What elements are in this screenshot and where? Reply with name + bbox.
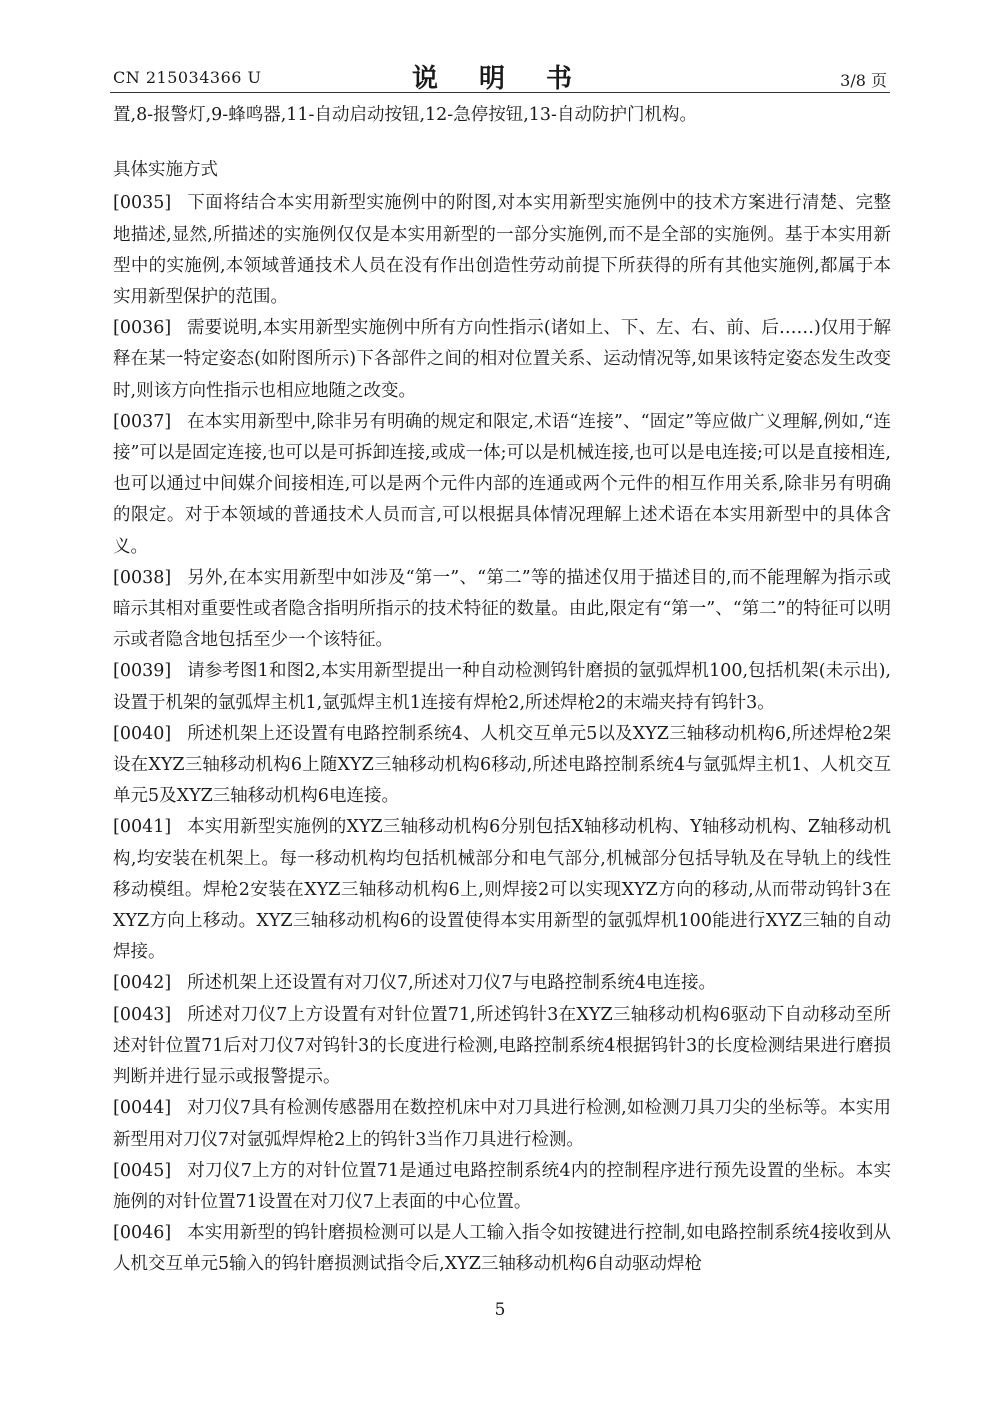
paragraph-text: 请参考图1和图2,本实用新型提出一种自动检测钨针磨损的氩弧焊机100,包括机架(未示出),设置于机架的氩弧焊主机1,氩弧焊主机1连接有焊枪2,所述焊枪2的末端夹持有钨针3。 [113,661,891,713]
paragraph-text: 需要说明,本实用新型实施例中所有方向性指示(诸如上、下、左、右、前、后……)仅用于解释在某一特定姿态(如附图所示)下各部件之间的相对位置关系、运动情况等,如果该特定姿态发生改变时,则该方向性指示也相应地随之改变。 [113,318,891,401]
paragraph-text: 所述机架上还设置有对刀仪7,所述对刀仪7与电路控制系统4电连接。 [187,973,716,994]
paragraph-text: 另外,在本实用新型中如涉及“第一”、“第二”等的描述仅用于描述目的,而不能理解为指示或暗示其相对重要性或者隐含指明所指示的技术特征的数量。由此,限定有“第一”、“第二”的特征可以明示或者隐含地包括至少一个该特征。 [113,567,891,651]
paragraph-text: 所述对刀仪7上方设置有对针位置71,所述钨针3在XYZ三轴移动机构6驱动下自动移动至所述对针位置71后对刀仪7对钨针3的长度进行检测,电路控制系统4根据钨针3的长度检测结果进行磨损判断并进行显示或报警提示。 [113,1004,891,1088]
header-divider [110,92,890,93]
paragraph-number: [0035] [113,193,172,214]
publication-number: CN 215034366 U [113,68,262,87]
paragraph [113,563,891,657]
paragraph-text: 在本实用新型中,除非另有明确的规定和限定,术语“连接”、“固定”等应做广义理解,例如,“连接”可以是固定连接,也可以是可拆卸连接,或成一体;可以是机械连接,也可以是电连接;可以是直接相连,也可以通过中间媒介间接相连,可以是两个元件内部的连通或两个元件的相互作用关系,除非另有明确的限定。对于本领域的普通技术人员而言,可以根据具体情况理解上述术语在本实用新型中的具体含义。 [113,411,891,557]
paragraph-number: [0038] [113,567,172,588]
paragraph-number: [0046] [113,1223,172,1244]
paragraph-number: [0041] [113,817,172,838]
paragraph-number: [0036] [113,318,172,339]
paragraph [113,1000,891,1094]
paragraph [113,313,891,407]
paragraph-number: [0037] [113,411,172,432]
page-number: 5 [494,1300,506,1320]
paragraph-number: [0042] [113,973,172,994]
paragraph-text: 所述机架上还设置有电路控制系统4、人机交互单元5以及XYZ三轴移动机构6,所述焊枪2架设在XYZ三轴移动机构6上随XYZ三轴移动机构6移动,所述电路控制系统4与氩弧焊主机1、人机交互单元5及XYZ三轴移动机构6电连接。 [113,723,891,807]
paragraph [113,188,891,313]
paragraph-number: [0039] [113,661,172,682]
paragraph [113,1093,891,1155]
paragraph [113,656,891,718]
paragraph [113,968,891,999]
paragraph-number: [0045] [113,1160,172,1181]
paragraph [113,812,891,968]
paragraph [113,1156,891,1218]
paragraph-number: [0044] [113,1098,172,1119]
paragraph-number: [0043] [113,1004,172,1025]
section-title: 具体实施方式 [113,160,218,181]
paragraph [113,719,891,813]
paragraph-text: 本实用新型的钨针磨损检测可以是人工输入指令如按键进行控制,如电路控制系统4接收到从人机交互单元5输入的钨针磨损测试指令后,XYZ三轴移动机构6自动驱动焊枪 [113,1223,891,1275]
paragraph-list [113,188,891,1280]
paragraph-text: 对刀仪7上方的对针位置71是通过电路控制系统4内的控制程序进行预先设置的坐标。本实施例的对针位置71设置在对刀仪7上表面的中心位置。 [113,1160,891,1212]
page-indicator: 3/8 页 [840,71,887,90]
paragraph-text: 对刀仪7具有检测传感器用在数控机床中对刀具进行检测,如检测刀具刀尖的坐标等。本实用新型用对刀仪7对氩弧焊焊枪2上的钨针3当作刀具进行检测。 [113,1098,891,1150]
paragraph-text: 下面将结合本实用新型实施例中的附图,对本实用新型实施例中的技术方案进行清楚、完整地描述,显然,所描述的实施例仅仅是本实用新型的一部分实施例,而不是全部的实施例。基于本实用新型中的实施例,本领域普通技术人员在没有作出创造性劳动前提下所获得的所有其他实施例,都属于本实用新型保护的范围。 [113,193,891,308]
paragraph-text: 本实用新型实施例的XYZ三轴移动机构6分别包括X轴移动机构、Y轴移动机构、Z轴移动机构,均安装在机架上。每一移动机构均包括机械部分和电气部分,机械部分包括导轨及在导轨上的线性移动模组。焊枪2安装在XYZ三轴移动机构6上,则焊接2可以实现XYZ方向的移动,从而带动钨针3在XYZ方向上移动。XYZ三轴移动机构6的设置使得本实用新型的氩弧焊机100能进行XYZ三轴的自动焊接。 [113,817,891,963]
document-title: 说 明 书 [411,64,589,94]
document-body [113,100,891,1281]
paragraph-number: [0040] [113,723,172,744]
intro-line: 置,8-报警灯,9-蜂鸣器,11-自动启动按钮,12-急停按钮,13-自动防护门机构。 [113,105,697,125]
paragraph [113,1218,891,1280]
paragraph [113,407,891,563]
